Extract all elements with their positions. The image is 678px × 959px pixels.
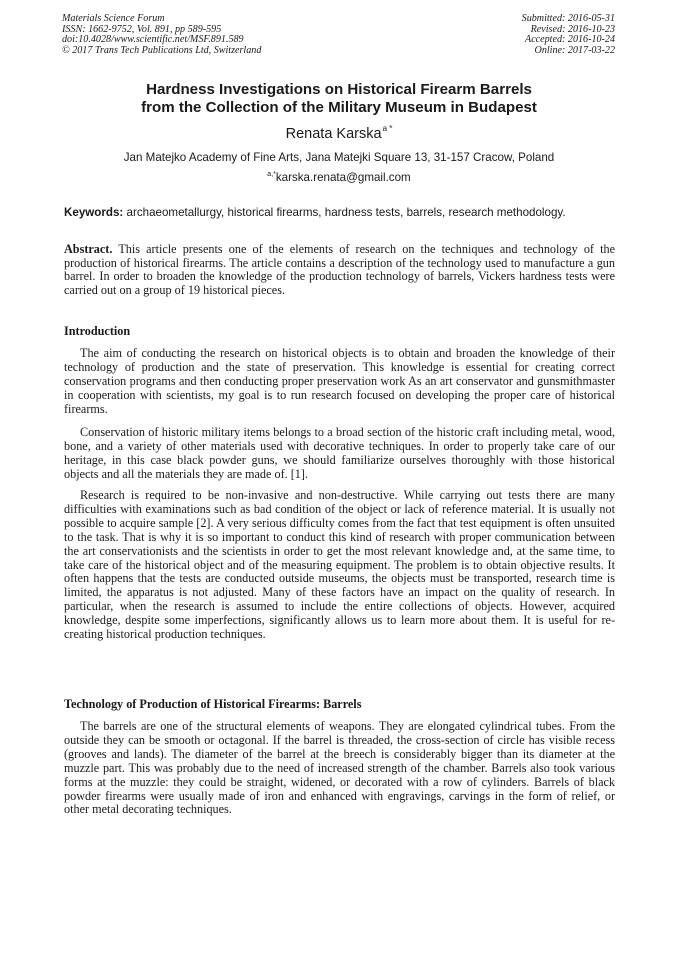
email-superscript: a,* [267, 171, 276, 178]
technology-heading: Technology of Production of Historical Firearms: Barrels [64, 697, 362, 711]
author [0, 124, 678, 142]
technology-paragraph-1: The barrels are one of the structural elements of weapons. They are elongated cylindrical tubes. From the outside they can be smooth or octagonal. If the barrel is threaded, the cross-section of circle has visible recess (grooves and lands). The diameter of the barrel at the breech is considerably bigger than its diameter at the muzzle part. This was probably due to the need of increased strength of the chamber. Barrels also took various forms at the muzzle: they could be straight, widened, or decorated with a row of cylinders. Barrels of black powder firearms were usually made of iron and enhanced with engravings, carvings in the form of relief, or other metal decorating techniques. [64, 719, 615, 817]
keywords [64, 206, 624, 219]
page-header [62, 14, 615, 56]
abstract [64, 243, 615, 297]
abstract-text: This article presents one of the elements of research on the techniques and technology of the production of historical firearms. The article contains a description of the technology used to manufacture a gun barrel. In order to broaden the knowledge of the production technology of barrels, Vickers hardness tests were carried out on a group of 19 historical pieces. [64, 242, 615, 297]
introduction-heading: Introduction [64, 324, 131, 338]
doi-line: doi:10.4028/www.scientific.net/MSF.891.589 [62, 34, 244, 46]
revised-date: Revised: 2016-10-23 [530, 23, 615, 35]
abstract-label: Abstract. [64, 242, 113, 256]
title-line-1: Hardness Investigations on Historical Firearm Barrels [146, 81, 532, 98]
copyright-line: © 2017 Trans Tech Publications Ltd, Switzerland [62, 44, 262, 56]
intro-paragraph-2: Conservation of historic military items belongs to a broad section of the historic craft including metal, wood, bone, and a variety of other materials used with decorative techniques. In order to properly take care of our heritage, in this case black powder guns, we should familiarize ourselves thoroughly with those historical objects and all the materials they are made of. [1]. [64, 425, 615, 481]
paper-title [0, 81, 678, 117]
author-name: Renata Karska [285, 126, 382, 142]
intro-paragraph-1: The aim of conducting the research on historical objects is to obtain and broaden the knowledge of their technology of production and the state of preservation. This knowledge is essential for creating correct conservation programs and then conducting proper preservation work As an art conservator and gunsmithmaster in cooperation with scientists, my goal is to run research focused on developing the proper care of historical firearms. [64, 346, 615, 416]
intro-paragraph-3: Research is required to be non-invasive and non-destructive. While carrying out tests there are many difficulties with examinations such as bad condition of the object or lack of reference material. It is usually not possible to acquire sample [2]. A very serious difficulty comes from the fact that test equipment is often unsuited to the task. That is why it is so important to conduct this kind of research with proper communication between the art conservationists and the scientists in order to get the most relevant knowledge and, at the same time, to take care of the historical object and of the measuring equipment. The problem is to obtain objective results. It often happens that the tests are conducted outside museums, the objects must be transported, research time is limited, the apparatus is not adjusted. Many of these factors have an impact on the quality of research. In particular, when the research is assumed to include the entire collections of objects. However, acquired knowledge, despite some imperfections, significantly allows us to learn more about them. It is useful for re-creating historical production techniques. [64, 488, 615, 642]
keywords-label: Keywords: [64, 206, 124, 219]
issn-line: ISSN: 1662-9752, Vol. 891, pp 589-595 [62, 23, 222, 35]
author-email [0, 171, 678, 184]
email-address: karska.renata@gmail.com [275, 171, 411, 184]
online-date: Online: 2017-03-22 [534, 44, 615, 56]
author-superscript: a * [382, 124, 393, 133]
journal-info [62, 14, 261, 56]
submitted-date: Submitted: 2016-05-31 [521, 13, 615, 24]
keywords-text: archaeometallurgy, historical firearms, hardness tests, barrels, research methodology. [126, 206, 566, 219]
journal-name: Materials Science Forum [62, 13, 165, 24]
affiliation: Jan Matejko Academy of Fine Arts, Jana Matejki Square 13, 31-157 Cracow, Poland [123, 151, 555, 164]
accepted-date: Accepted: 2016-10-24 [525, 34, 615, 46]
submission-dates [522, 14, 615, 56]
title-line-2: from the Collection of the Military Museum in Budapest [141, 99, 537, 116]
